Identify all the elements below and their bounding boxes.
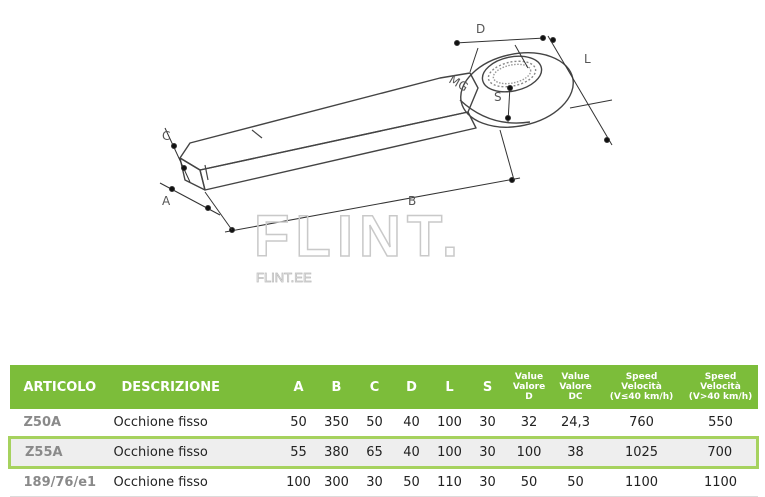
- column-header: C: [369, 379, 380, 395]
- column-header-line: D: [525, 392, 533, 402]
- column-header: [600, 365, 684, 409]
- value-cell: 1025: [600, 438, 684, 468]
- spec-table: [8, 365, 759, 497]
- column-header-line: (V>40 km/h): [688, 392, 753, 402]
- value-cell: 300: [317, 468, 357, 497]
- dim-label-s: S: [494, 90, 502, 104]
- bar-top-face: [180, 73, 478, 170]
- value-cell: 100: [281, 468, 317, 497]
- table-header-row: [10, 365, 758, 409]
- column-header-line: DC: [568, 392, 583, 402]
- value-cell: 40: [393, 438, 431, 468]
- article-code: 189/76/e1: [10, 468, 108, 497]
- value-cell: 50: [552, 468, 600, 497]
- value-cell: 65: [357, 438, 393, 468]
- value-cell: 50: [357, 409, 393, 438]
- value-cell: 550: [684, 409, 758, 438]
- part-mark: MG: [446, 72, 471, 95]
- value-cell: 100: [431, 438, 469, 468]
- dim-label-d: D: [476, 22, 486, 36]
- column-header: S: [482, 379, 493, 395]
- value-cell: 50: [281, 409, 317, 438]
- dim-label-l: L: [584, 52, 591, 66]
- column-header: L: [445, 379, 454, 395]
- column-header-line: Speed: [704, 372, 737, 382]
- column-header: B: [331, 379, 342, 395]
- description-cell: Occhione fisso: [108, 409, 281, 438]
- value-cell: 32: [507, 409, 552, 438]
- table-row: [10, 438, 758, 468]
- column-header-line: Velocità: [700, 382, 741, 392]
- value-cell: 700: [684, 438, 758, 468]
- dim-label-a: A: [162, 194, 171, 208]
- column-header-line: Value: [514, 372, 544, 382]
- table-row: [10, 409, 758, 438]
- column-header-line: Valore: [512, 382, 546, 392]
- value-cell: 110: [431, 468, 469, 497]
- column-header: [684, 365, 758, 409]
- column-header: [507, 365, 552, 409]
- value-cell: 380: [317, 438, 357, 468]
- column-header-line: Value: [561, 372, 590, 382]
- column-header: D: [406, 379, 417, 395]
- value-cell: 350: [317, 409, 357, 438]
- article-code: Z50A: [10, 409, 108, 438]
- column-header-line: Velocità: [621, 382, 662, 392]
- dim-label-c: C: [162, 129, 171, 143]
- value-cell: 30: [469, 409, 507, 438]
- value-cell: 30: [469, 438, 507, 468]
- column-header: A: [293, 379, 304, 395]
- column-header-line: Valore: [559, 382, 592, 392]
- bar-side-face: [200, 112, 476, 190]
- value-cell: 1100: [600, 468, 684, 497]
- value-cell: 1100: [684, 468, 758, 497]
- description-cell: Occhione fisso: [108, 438, 281, 468]
- value-cell: 38: [552, 438, 600, 468]
- description-cell: Occhione fisso: [108, 468, 281, 497]
- value-cell: 24,3: [552, 409, 600, 438]
- table-row: [10, 468, 758, 497]
- value-cell: 100: [507, 438, 552, 468]
- column-header: DESCRIZIONE: [121, 379, 220, 395]
- value-cell: 30: [357, 468, 393, 497]
- dim-label-b: B: [408, 194, 417, 208]
- watermark: FLINT.: [254, 204, 464, 269]
- value-cell: 50: [393, 468, 431, 497]
- article-code: Z55A: [10, 438, 108, 468]
- column-header-line: Speed: [625, 372, 658, 382]
- column-header: [552, 365, 600, 409]
- value-cell: 40: [393, 409, 431, 438]
- value-cell: 30: [469, 468, 507, 497]
- watermark-small: FLINT.EE: [256, 270, 312, 285]
- spec-table-container: [8, 365, 756, 497]
- value-cell: 50: [507, 468, 552, 497]
- value-cell: 100: [431, 409, 469, 438]
- value-cell: 760: [600, 409, 684, 438]
- column-header-line: (V≤40 km/h): [609, 392, 674, 402]
- column-header: ARTICOLO: [23, 379, 97, 395]
- value-cell: 55: [281, 438, 317, 468]
